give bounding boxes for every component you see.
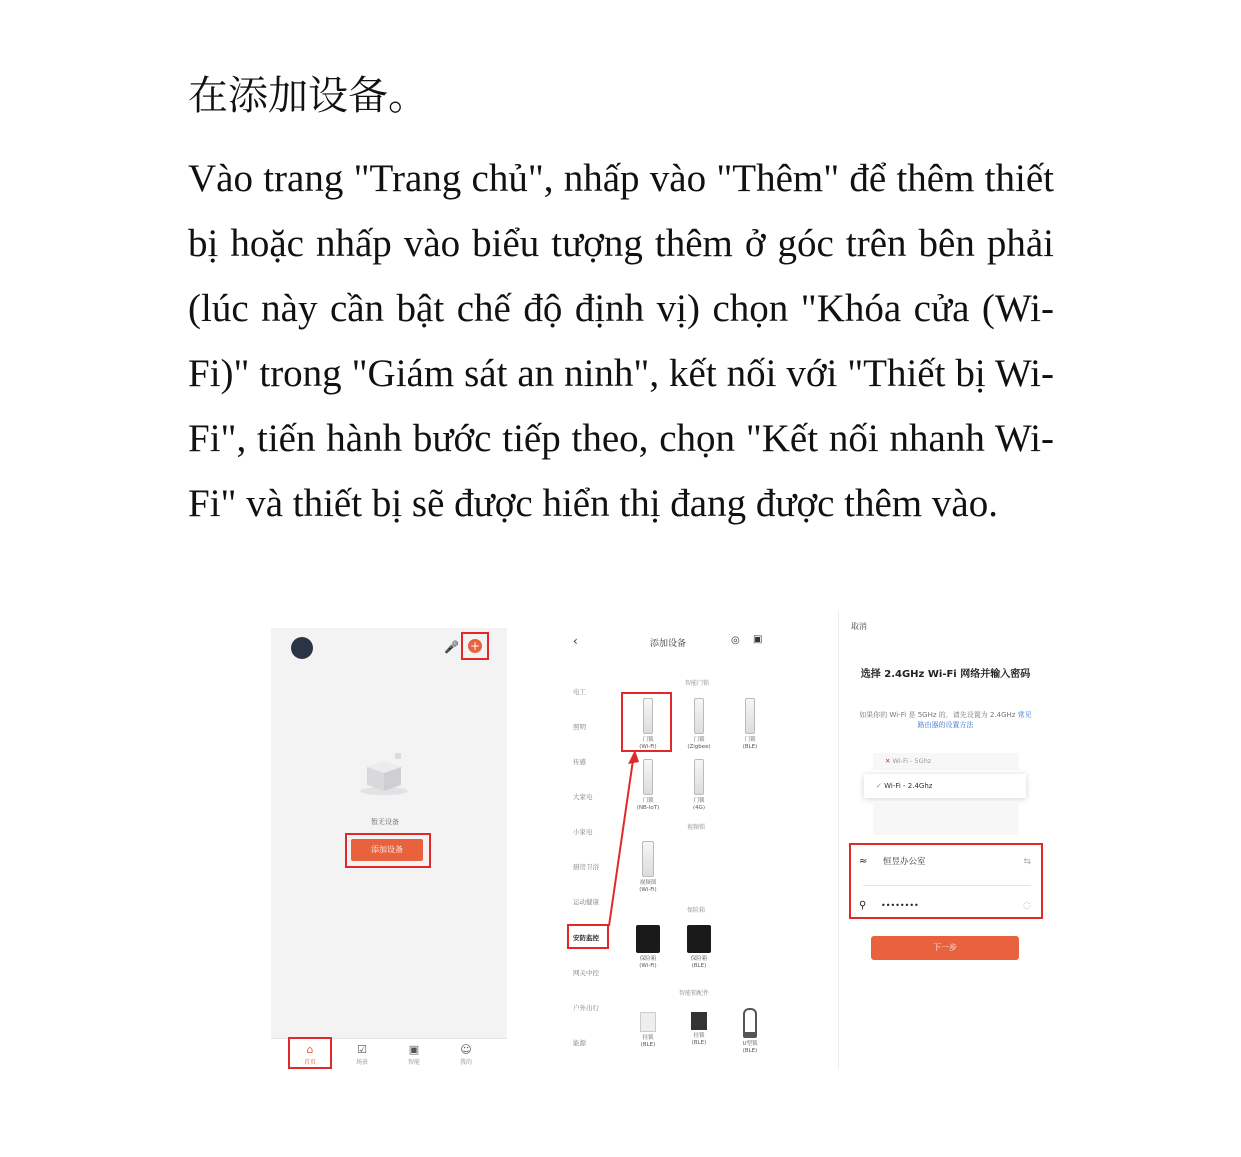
doorlock-icon [694, 759, 704, 795]
device-doorlock-4g[interactable]: 门锁 (4G) [679, 759, 719, 812]
device-doorlock-ble[interactable]: 门锁 (BLE) [730, 698, 770, 751]
tab-scene[interactable]: ☑ 场景 [347, 1043, 377, 1066]
safe-icon [636, 925, 660, 953]
device-doorlock-nbiot[interactable]: 门锁 (NB-IoT) [628, 759, 668, 812]
tab-smart[interactable]: ▣ 智能 [399, 1043, 429, 1066]
wifi-setup-title: 选择 2.4GHz Wi-Fi 网络并输入密码 [860, 669, 1031, 680]
device-padlock[interactable]: 挂锁 (BLE) [679, 1012, 719, 1047]
category-item[interactable]: 运动健康 [573, 898, 599, 906]
highlight-doorlock-wifi [621, 692, 672, 752]
wifi-option-24g: ✓ Wi-Fi - 2.4Ghz [864, 774, 1026, 798]
ssid-field[interactable]: ≈ 恒昱办公室 ⇆ [853, 845, 1039, 879]
highlight-add-button [345, 833, 431, 868]
home-icon: ⌂ [306, 1043, 314, 1056]
category-item[interactable]: 能源 [573, 1039, 586, 1047]
highlight-add-icon [461, 632, 489, 660]
section-title: 视频锁 [687, 824, 706, 831]
screenshot-add-device [565, 626, 779, 1069]
wifi-placeholder-row [873, 818, 1019, 835]
next-button[interactable]: 下一步 [871, 936, 1019, 960]
doorlock-icon [745, 698, 755, 734]
smart-icon: ▣ [408, 1043, 420, 1056]
cross-icon: ✕ [885, 757, 891, 765]
empty-box-icon [359, 753, 409, 795]
highlight-home-tab [288, 1037, 332, 1069]
router-help-link[interactable]: 常见路由器的设置方法 [917, 711, 1032, 729]
profile-icon: ☺ [460, 1043, 472, 1056]
heading: 在添加设备。 [188, 73, 428, 118]
section-title: 保险箱 [687, 907, 706, 914]
wifi-setup-subtitle: 如果你的 Wi-Fi 是 5GHz 的，请先设置为 2.4GHz 常见路由器的设置方法 [859, 711, 1032, 729]
section-title: 智能锁配件 [679, 990, 710, 997]
wifi-icon: ≈ [859, 856, 868, 867]
cancel-button[interactable]: 取消 [851, 622, 867, 631]
u-lock-icon [743, 1008, 757, 1038]
device-doorlock-wifi[interactable]: 门锁 (Wi-Fi) [628, 698, 668, 751]
category-item[interactable]: 电工 [573, 688, 586, 696]
add-device-button[interactable]: 添加设备 [351, 839, 423, 861]
check-icon: ✓ [876, 782, 882, 790]
page-title: 添加设备 [650, 639, 687, 649]
video-lock-icon [642, 841, 654, 877]
device-safe-wifi[interactable]: 保险箱 (Wi-Fi) [628, 925, 668, 970]
highlight-category [567, 924, 609, 949]
microphone-icon[interactable]: 🎤 [444, 640, 459, 654]
switch-network-icon[interactable]: ⇆ [1023, 857, 1031, 867]
scan-icon[interactable]: ◎ [731, 635, 740, 646]
password-field[interactable]: ⚲ •••••••• ◌ [853, 889, 1039, 923]
device-video-lock[interactable]: 视频锁 (Wi-Fi) [628, 841, 668, 894]
tab-profile[interactable]: ☺ 我的 [451, 1043, 481, 1066]
wifi-option-5g: ✕ Wi-Fi - 5Ghz [873, 753, 1019, 770]
padlock-icon [640, 1012, 656, 1032]
doorlock-icon [643, 759, 653, 795]
category-item[interactable]: 厨房卫浴 [573, 863, 599, 871]
category-item[interactable]: 网关中控 [573, 969, 599, 977]
device-safe-ble[interactable]: 保险箱 (BLE) [679, 925, 719, 970]
device-u-lock[interactable]: U型锁 (BLE) [730, 1008, 770, 1055]
category-item[interactable]: 传感 [573, 758, 586, 766]
category-item[interactable]: 大家电 [573, 793, 593, 801]
checkbox-icon: ☑ [357, 1043, 367, 1056]
highlight-wifi-fields [849, 843, 1043, 919]
category-item[interactable]: 小家电 [573, 828, 593, 836]
doorlock-icon [694, 698, 704, 734]
padlock-icon [691, 1012, 707, 1030]
device-doorlock-zigbee[interactable]: 门锁 (Zigbee) [679, 698, 719, 751]
back-icon[interactable]: ‹ [573, 634, 578, 648]
instruction-paragraph: Vào trang "Trang chủ", nhấp vào "Thêm" để thêm thiết bị hoặc nhấp vào biểu tượng thêm ở góc trên bên phải (lúc này cần bật chế độ định vị) chọn "Khóa cửa (Wi-Fi)" trong "Giám sát an ninh", kết nối với "Thiết bị Wi-Fi", tiến hành bước tiếp theo, chọn "Kết nối nhanh Wi-Fi" và thiết bị sẽ được hiển thị đang được thêm vào. [188, 157, 1054, 525]
category-item[interactable]: 照明 [573, 723, 586, 731]
wifi-placeholder-row [873, 801, 1019, 818]
lock-icon: ⚲ [859, 900, 867, 911]
safe-icon [687, 925, 711, 953]
avatar[interactable] [291, 637, 313, 659]
section-title: 智能门锁 [685, 680, 710, 687]
device-padlock[interactable]: 挂锁 (BLE) [628, 1012, 668, 1049]
add-icon[interactable]: + [469, 639, 481, 653]
empty-state-label: 暂无设备 [371, 818, 399, 826]
tab-home[interactable]: ⌂ 首页 [295, 1043, 325, 1066]
category-item[interactable]: 户外出行 [573, 1004, 599, 1012]
qr-scan-icon[interactable]: ▣ [753, 634, 763, 645]
eye-icon[interactable]: ◌ [1023, 901, 1031, 911]
screenshot-wifi-setup [838, 611, 1052, 1069]
category-item-active[interactable]: 安防监控 [573, 934, 599, 942]
screenshot-home [271, 628, 507, 1069]
nav-bar [565, 634, 779, 652]
